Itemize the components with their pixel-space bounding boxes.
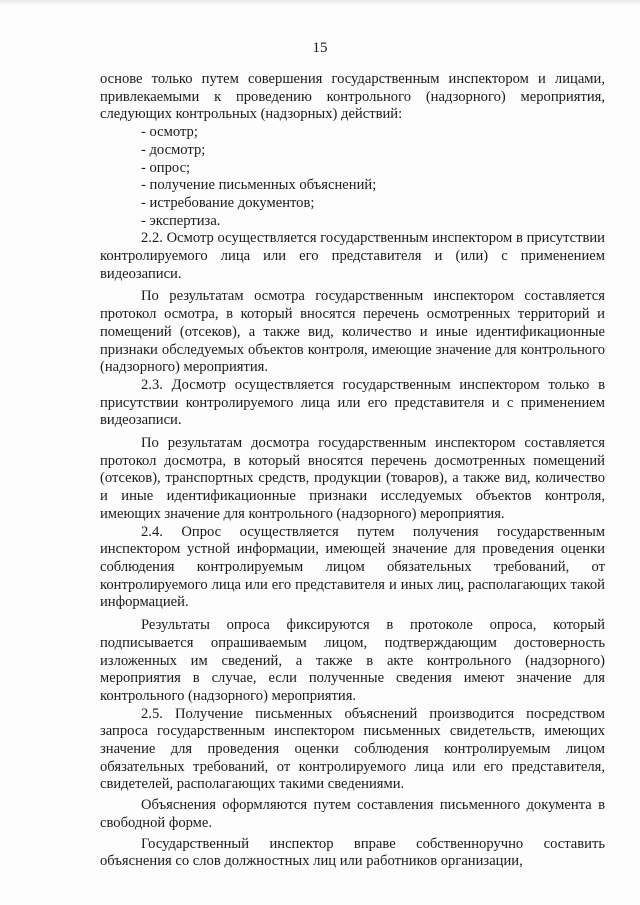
- paragraph-2-3: 2.3. Досмотр осуществляется государственным инспектором только в присутствии контролируемого лица или его представителя и с применением видеозаписи.: [100, 376, 605, 429]
- intro-paragraph: основе только путем совершения государственным инспектором и лицами, привлекаемыми к проведению контрольного (надзорного) мероприятия, следующих контрольных (надзорных) действий:: [100, 71, 605, 123]
- list-item: - истребование документов;: [141, 194, 315, 211]
- paragraph-survey-results: Результаты опроса фиксируются в протоколе опроса, который подписывается опрашиваемым лицом, подтверждающим достоверность изложенных им сведений, а также в акте контрольного (надзорного) мероприятия в случае, если полученные сведения имеют значение для контрольного (надзорного) мероприятия.: [100, 617, 605, 704]
- list-item: - осмотр;: [141, 124, 198, 141]
- document-body: [100, 71, 605, 871]
- paragraph-explanations-form: Объяснения оформляются путем составления письменного документа в свободной форме.: [100, 797, 605, 831]
- paragraph-search-protocol: По результатам досмотра государственным инспектором составляется протокол досмотра, в который вносятся перечень досмотренных помещений (отсеков), транспортных средств, продукции (товаров), а также вид, количество и иные идентификационные признаки исследуемых объектов контроля, имеющих значение для контрольного (надзорного) мероприятия.: [100, 435, 605, 522]
- list-item: - досмотр;: [141, 141, 206, 158]
- page-number: 15: [312, 40, 328, 56]
- list-item: - экспертиза.: [141, 212, 221, 229]
- paragraph-inspector-rights: Государственный инспектор вправе собственноручно составить объяснения со слов должностных лиц или работников организации,: [100, 835, 605, 870]
- paragraph-2-4: 2.4. Опрос осуществляется путем получения государственным инспектором устной информации, имеющей значение для проведения оценки соблюдения контролируемым лицом обязательных требований, от контролируемого лица или его представителя и иных лиц, располагающих такой информацией.: [100, 523, 605, 611]
- list-item: - получение письменных объяснений;: [141, 177, 377, 194]
- paragraph-2-5: 2.5. Получение письменных объяснений производится посредством запроса государственным инспектором письменных свидетельств, имеющих значение для проведения оценки соблюдения контролируемым лицом обязательных требований, от контролируемого лица или его представителя, свидетелей, располагающих такими сведениями.: [100, 705, 605, 793]
- list-item: - опрос;: [141, 159, 191, 176]
- paragraph-inspection-protocol: По результатам осмотра государственным инспектором составляется протокол осмотра, в который вносятся перечень осмотренных территорий и помещений (отсеков), а также вид, количество и иные идентификационные признаки обследуемых объектов контроля, имеющие значение для контрольного (надзорного) мероприятия.: [100, 288, 605, 376]
- paragraph-2-2: 2.2. Осмотр осуществляется государственным инспектором в присутствии контролируемого лица или его представителя и (или) с применением видеозаписи.: [100, 230, 605, 282]
- scan-edge: [0, 0, 640, 6]
- control-actions-list: [100, 124, 605, 230]
